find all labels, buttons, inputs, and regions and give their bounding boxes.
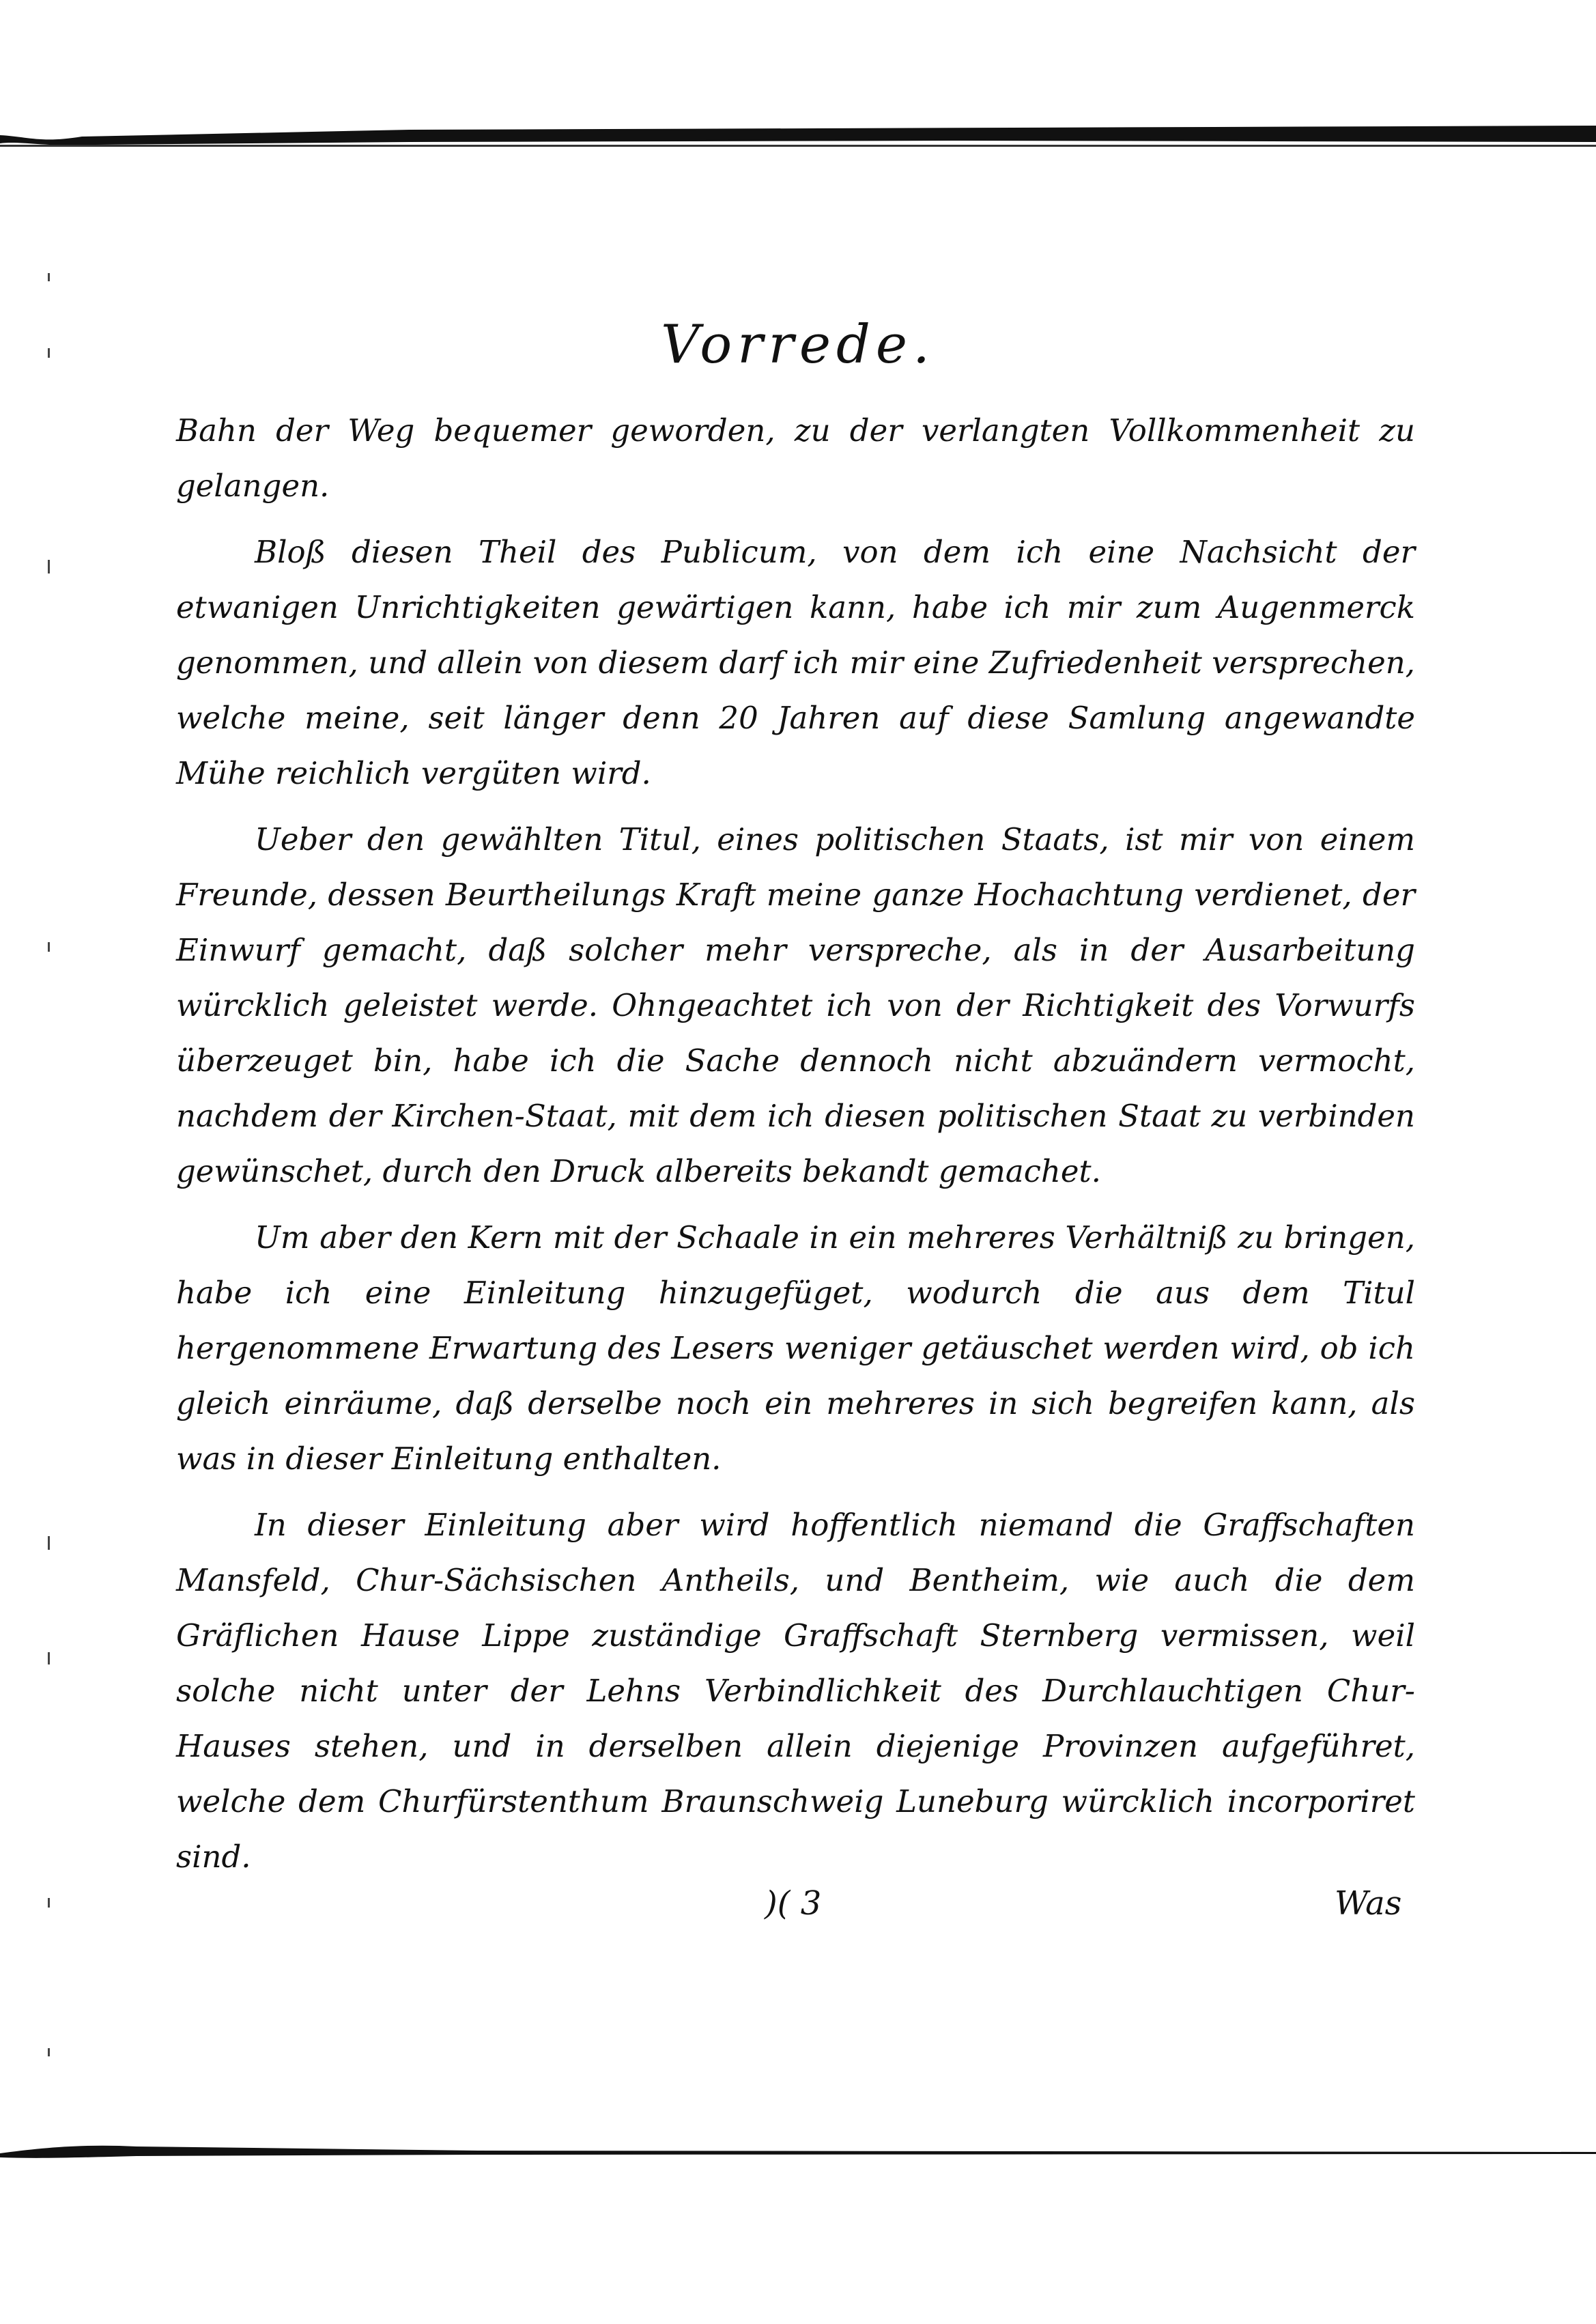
top-printer-rule <box>0 116 1596 157</box>
paragraph-4: Um aber den Kern mit der Schaale in ein mehreres Verhältniß zu bringen, habe ich eine Einleitung hinzugefüget, wodurch die aus dem Titul hergenommene Erwartung des Lesers weniger getäuschet werden wird, ob ich gleich einräume, daß derselbe noch ein mehreres in sich begreifen kann, als was in dieser Einleitung enthalten. <box>176 1219 1415 1477</box>
paragraph-5: In dieser Einleitung aber wird hoffentlich niemand die Graffschaften Mansfeld, Chur-Sächsischen Antheils, und Bentheim, wie auch die dem Gräflichen Hause Lippe zuständige Graffschaft Sternberg vermissen, weil solche nicht unter der Lehns Verbindlichkeit des Durchlauchtigen Chur-Hauses stehen, und in derselben allein diejenige Provinzen aufgeführet, welche dem Churfürstenthum Braunschweig Luneburg würcklich incorporiret sind. <box>176 1507 1415 1875</box>
bottom-printer-rule <box>0 2130 1596 2171</box>
paragraph-1: Bahn der Weg bequemer geworden, zu der verlangten Vollkommenheit zu gelangen. <box>176 412 1415 504</box>
paragraph-3: Ueber den gewählten Titul, eines politischen Staats, ist mir von einem Freunde, dessen Beurtheilungs Kraft meine ganze Hochachtung verdienet, der Einwurf gemacht, daß solcher mehr verspreche, als in der Ausarbeitung würcklich geleistet werde. Ohngeachtet ich von der Richtigkeit des Vorwurfs überzeuget bin, habe ich die Sache dennoch nicht abzuändern vermocht, nachdem der Kirchen-Staat, mit dem ich diesen politischen Staat zu verbinden gewünschet, durch den Druck albereits bekandt gemachet. <box>176 821 1415 1189</box>
paragraph-2: Bloß diesen Theil des Publicum, von dem ich eine Nachsicht der etwanigen Unrichtigkeiten gewärtigen kann, habe ich mir zum Augenmerck genommen, und allein von diesem darf ich mir eine Zufriedenheit versprechen, welche meine, seit länger denn 20 Jahren auf diese Samlung angewandte Mühe reichlich vergüten wird. <box>176 534 1415 791</box>
body-text <box>176 403 1415 1895</box>
page-title: Vorrede. <box>661 314 935 375</box>
margin-specks <box>0 0 82 2324</box>
signature-mark: )( 3 <box>765 1884 822 1923</box>
catchword: Was <box>1335 1884 1402 1923</box>
